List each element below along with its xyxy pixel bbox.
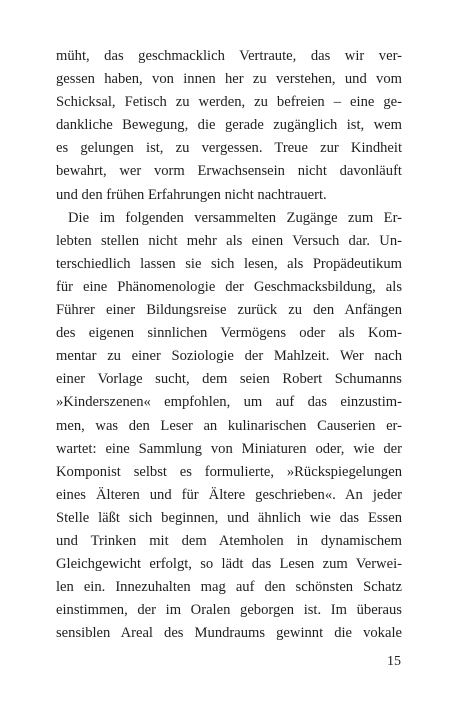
page-number: 15: [387, 654, 401, 669]
text-line: Schicksal, Fetisch zu werden, zu befreien – eine ge-: [56, 94, 402, 111]
text-line: für eine Phänomenologie der Geschmacksbildung, als: [56, 278, 402, 295]
paragraph-start-line: Die im folgenden versammelten Zugänge zum Er-: [68, 209, 402, 226]
text-line: men, was den Leser an kulinarischen Causerien er-: [56, 417, 402, 434]
paragraph-end-line: und den frühen Erfahrungen nicht nachtrauert.: [56, 186, 327, 203]
text-line: gessen haben, von innen her zu verstehen, und vom: [56, 71, 402, 88]
text-line: bewahrt, wer vorm Erwachsensein nicht davonläuft: [56, 163, 402, 180]
text-line: einstimmen, der im Oralen geborgen ist. Im überaus: [56, 602, 402, 619]
text-line: einer Vorlage sucht, dem seien Robert Schumanns: [56, 371, 402, 388]
text-line: müht, das geschmacklich Vertraute, das wir ver-: [56, 48, 402, 64]
text-line: Gleichgewicht erfolgt, so lädt das Lesen zum Verwei-: [56, 556, 402, 573]
body-text: [56, 45, 402, 645]
text-line: sensiblen Areal des Mundraums gewinnt die vokale: [56, 625, 402, 642]
text-line: Stelle läßt sich beginnen, und ähnlich wie das Essen: [56, 509, 402, 526]
text-line: Führer einer Bildungsreise zurück zu den Anfängen: [56, 302, 402, 319]
text-line: lebten stellen nicht mehr als einen Versuch dar. Un-: [56, 232, 402, 249]
text-line: des eigenen sinnlichen Vermögens oder als Kom-: [56, 325, 402, 342]
text-line: es gelungen ist, zu vergessen. Treue zur Kindheit: [56, 140, 402, 157]
text-line: eines Älteren und für Ältere geschrieben«. An jeder: [56, 486, 402, 503]
text-line: Komponist selbst es formulierte, »Rückspiegelungen: [56, 463, 402, 480]
text-line: und Trinken mit dem Atemholen in dynamischem: [56, 532, 402, 549]
text-line: len ein. Innezuhalten mag auf den schönsten Schatz: [56, 579, 402, 596]
text-line: »Kinderszenen« empfohlen, um auf das einzustim-: [56, 394, 402, 411]
text-line: wartet: eine Sammlung von Miniaturen oder, wie der: [56, 440, 402, 457]
text-line: dankliche Bewegung, die gerade zugänglich ist, wem: [56, 117, 402, 134]
text-line: terschiedlich lassen sie sich lesen, als Propädeutikum: [56, 255, 402, 272]
text-line: mentar zu einer Soziologie der Mahlzeit. Wer nach: [56, 348, 402, 365]
